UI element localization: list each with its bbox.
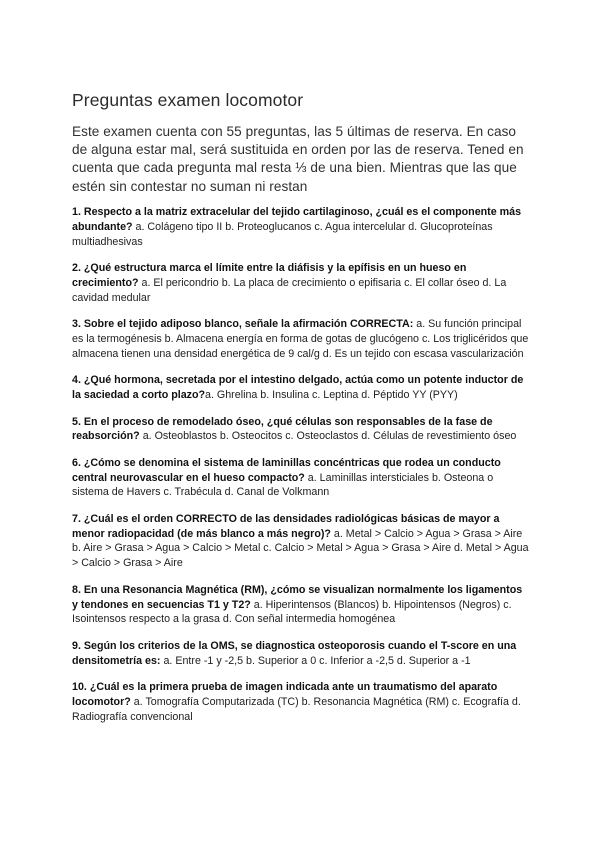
question-stem: 8. En una Resonancia Magnética (RM), ¿cómo se visualizan normalmente los ligamentos y tendones en secuencias T1 y T2? [72,583,523,611]
question-item [72,373,530,403]
question-stem: 4. ¿Qué hormona, secretada por el intestino delgado, actúa como un potente inductor de la saciedad a corto plazo? [72,374,524,402]
question-stem: 2. ¿Qué estructura marca el límite entre la diáfisis y la epífisis en un hueso en crecimiento? [72,262,467,289]
question-options: a. Ghrelina b. Insulina c. Leptina d. Péptido YY (PYY) [205,389,458,402]
question-options: a. El pericondrio b. La placa de crecimiento o epifisaria c. El collar óseo d. La cavidad medular [72,276,507,304]
question-stem: 7. ¿Cuál es el orden CORRECTO de las densidades radiológicas básicas de mayor a menor radiopacidad (de más blanco a más negro)? [72,512,500,540]
question-stem: 9. Según los criterios de la OMS, se diagnostica osteoporosis cuando el T-score en una densitometría es: [72,639,517,667]
question-stem: 6. ¿Cómo se denomina el sistema de laminillas concéntricas que rodea un conducto central neurovascular en el hueso compacto? [72,456,501,484]
question-stem: 1. Respecto a la matriz extracelular del tejido cartilaginoso, ¿cuál es el componente más abundante? [72,206,522,233]
question-item [72,639,530,669]
question-stem: 3. Sobre el tejido adiposo blanco, señale la afirmación CORRECTA: [72,318,414,331]
question-stem: 5. En el proceso de remodelado óseo, ¿qué células son responsables de la fase de reabsorción? [72,415,493,443]
question-stem: 10. ¿Cuál es la primera prueba de imagen indicada ante un traumatismo del aparato locomotor? [72,681,498,708]
question-options: a. Colágeno tipo II b. Proteoglucanos c. Agua intercelular d. Glucoproteínas multiadhesivas [72,220,493,248]
question-item [72,317,530,361]
question-options: a. Tomografía Computarizada (TC) b. Resonancia Magnética (RM) c. Ecografía d. Radiografía convencional [72,695,521,723]
question-options: a. Hiperintensos (Blancos) b. Hipointensos (Negros) c. Isointensos respecto a la grasa d. Con señal intermedia homogénea [72,598,512,626]
question-item [72,680,530,724]
question-item [72,583,530,627]
intro-paragraph: Este examen cuenta con 55 preguntas, las 5 últimas de reserva. En caso de alguna estar mal, será sustituida en orden por las de reserva. Tened en cuenta que cada pregunta mal resta ⅓ de una bien. Mientras que las que estén sin contestar no suman ni restan [72,124,524,194]
page-title: Preguntas examen locomotor [72,90,304,110]
question-options: a. Laminillas intersticiales b. Osteona o sistema de Havers c. Trabécula d. Canal de Volkmann [72,471,494,499]
question-item [72,512,530,571]
question-options: a. Entre -1 y -2,5 b. Superior a 0 c. Inferior a -2,5 d. Superior a -1 [160,654,471,667]
question-item [72,456,530,500]
question-item [72,261,530,305]
question-options: a. Osteoblastos b. Osteocitos c. Osteoclastos d. Células de revestimiento óseo [139,430,517,443]
question-list [72,205,530,736]
question-item [72,205,530,249]
question-options: a. Su función principal es la termogénesis b. Almacena energía en forma de gotas de glucógeno c. Los triglicéridos que almacena tienen una densidad energética de 9 cal/g d. Es un tejido con escasa vascularización [72,318,529,360]
question-item [72,415,530,445]
question-options: a. Metal > Calcio > Agua > Grasa > Aire b. Aire > Grasa > Agua > Calcio > Metal c. Calcio > Metal > Agua > Grasa > Aire d. Metal > Agua > Calcio > Grasa > Aire [72,527,529,570]
